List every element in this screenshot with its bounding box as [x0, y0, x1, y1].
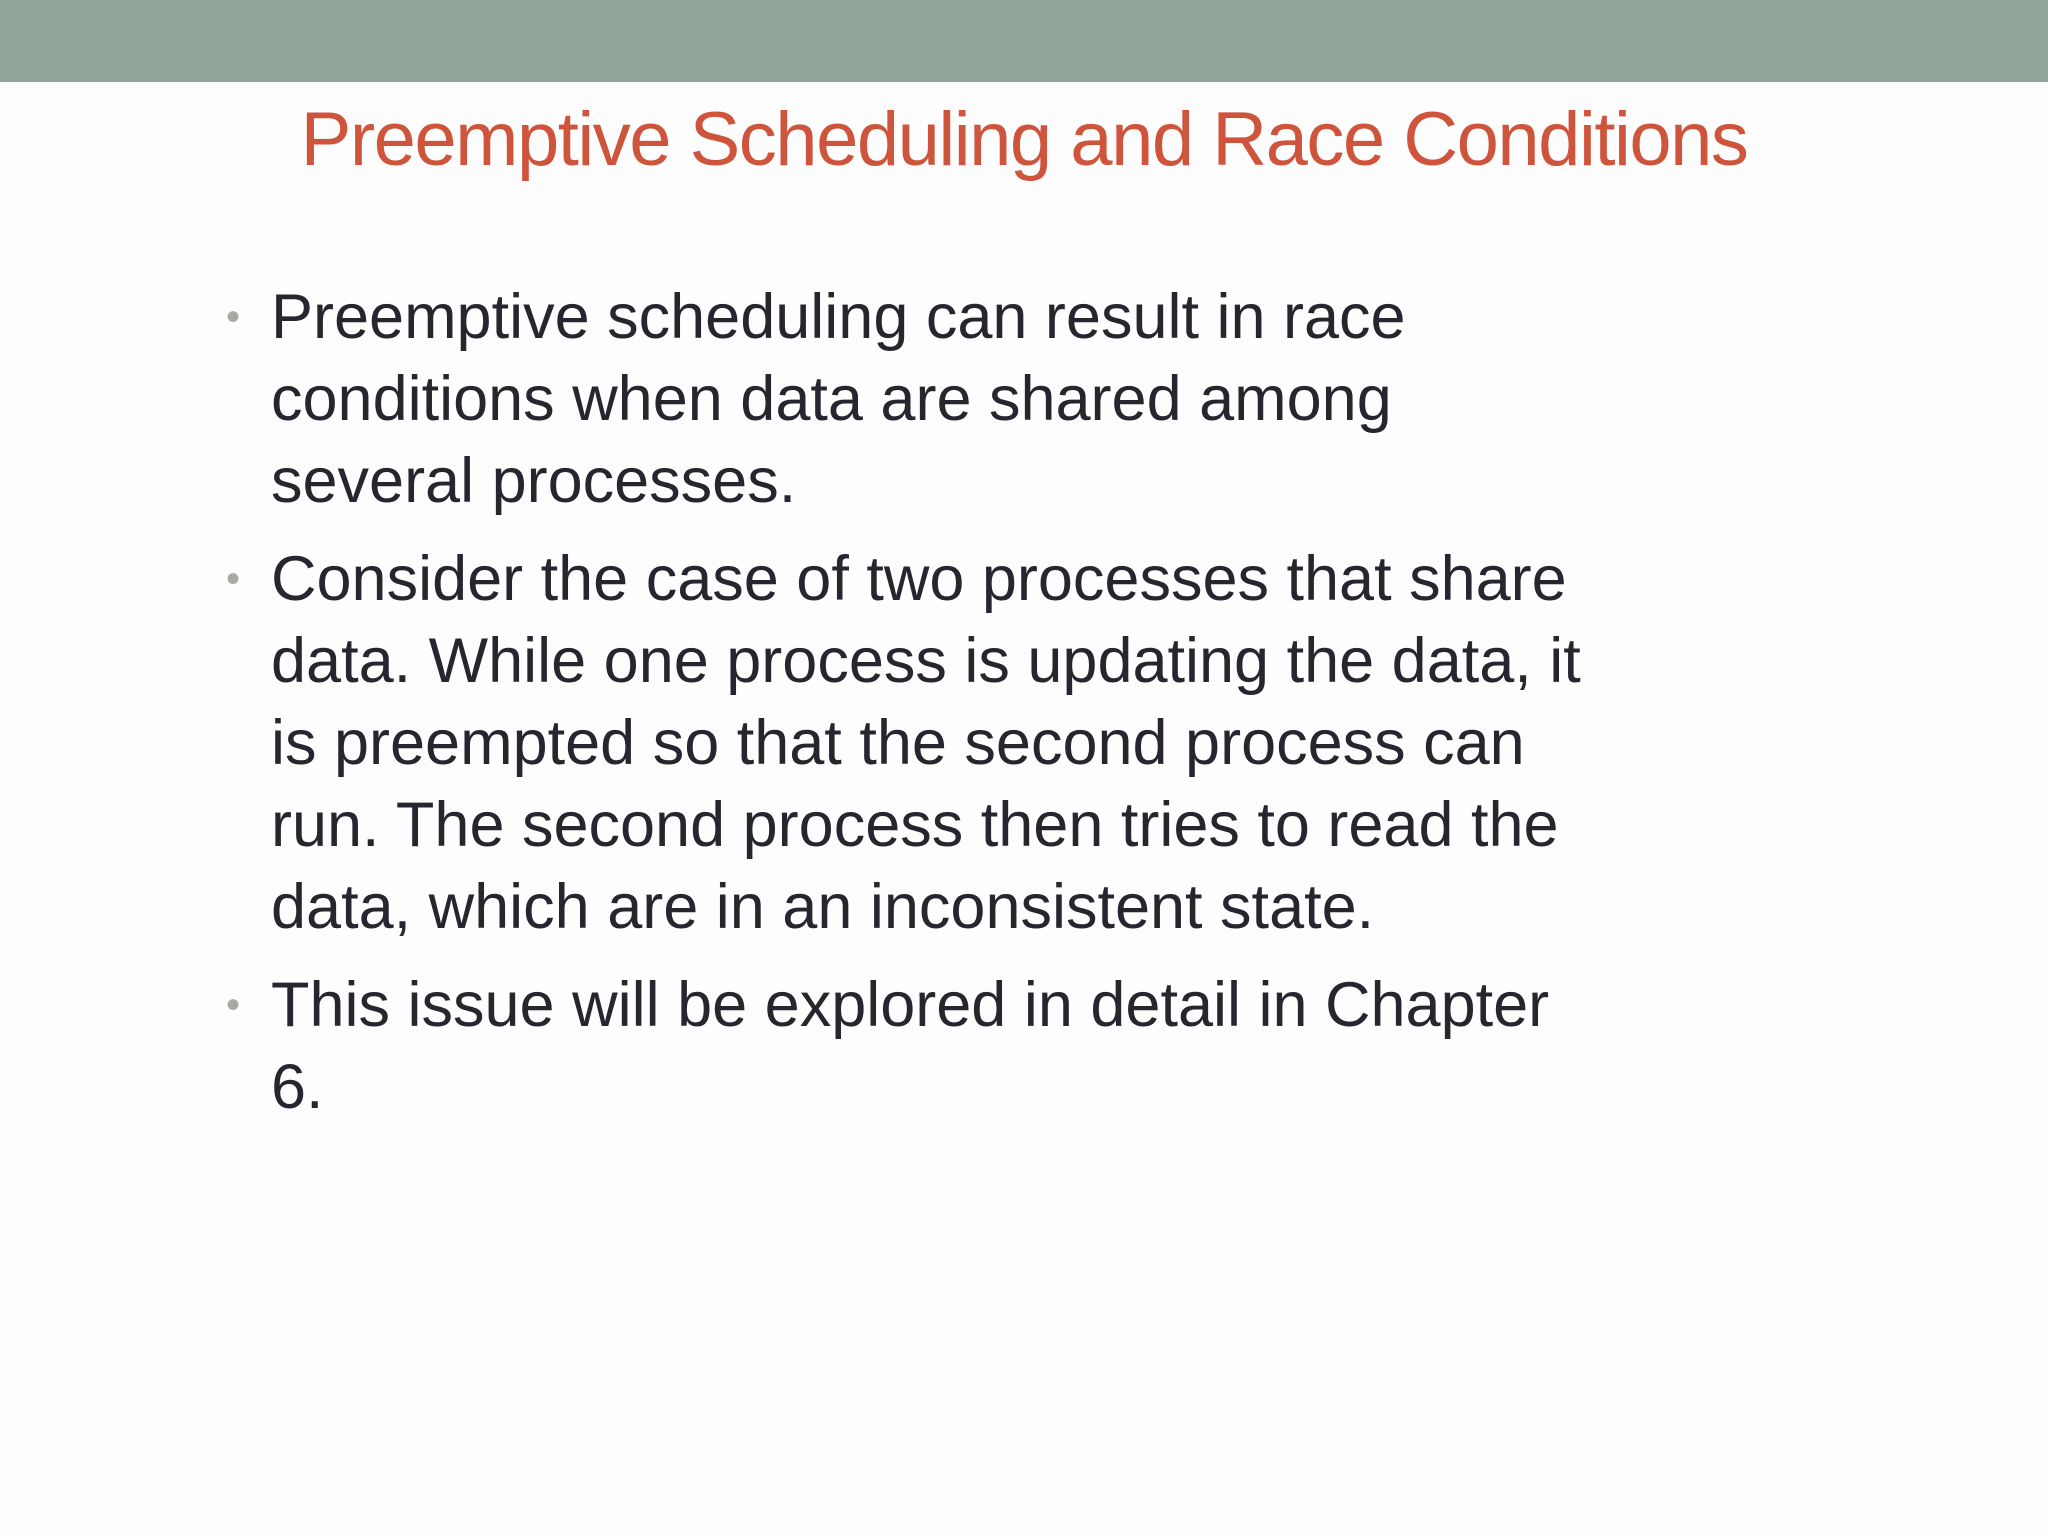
bullet-dot-icon: •	[226, 295, 241, 339]
bullet-item	[226, 538, 1606, 948]
bullet-text: Consider the case of two processes that share data. While one process is updating the data, it is preempted so that the second process can run. The second process then tries to read the data, which are in an inconsistent state.	[271, 544, 1581, 942]
bullet-item	[226, 964, 1606, 1128]
bullet-list	[226, 276, 1606, 1144]
bullet-text: This issue will be explored in detail in Chapter 6.	[271, 970, 1550, 1122]
top-band	[0, 0, 2048, 82]
bullet-text: Preemptive scheduling can result in race conditions when data are shared among several processes.	[271, 282, 1406, 516]
slide-title: Preemptive Scheduling and Race Conditions	[300, 97, 1748, 182]
bullet-dot-icon: •	[226, 983, 241, 1027]
bullet-dot-icon: •	[226, 557, 241, 601]
bullet-item	[226, 276, 1606, 522]
